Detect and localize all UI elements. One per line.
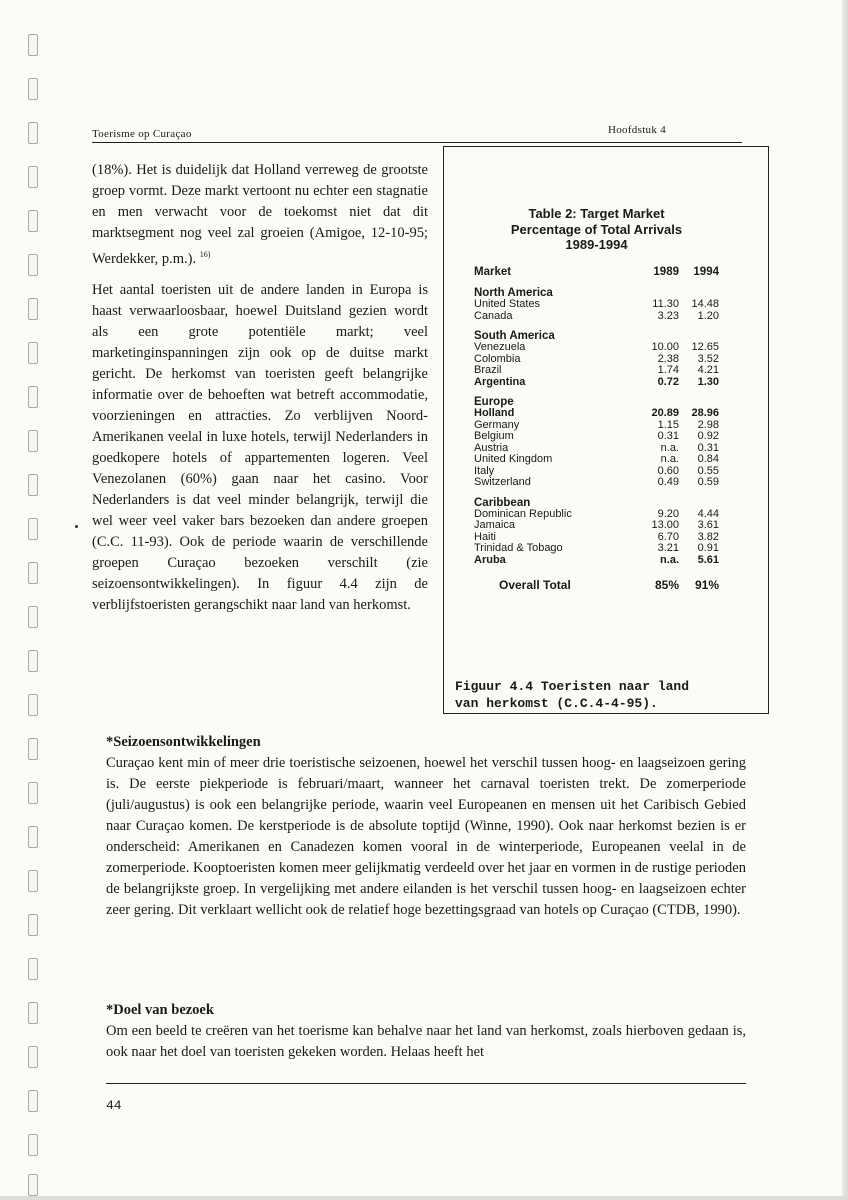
value-1989-cell: 20.89: [651, 407, 679, 419]
value-1989-cell: 0.31: [657, 430, 679, 442]
value-1994-cell: 5.61: [697, 553, 719, 566]
page-number: 44: [106, 1098, 122, 1113]
section-seasons: [106, 732, 746, 921]
value-1994-cell: 14.48: [691, 298, 719, 310]
value-1994-cell: 1.20: [697, 309, 719, 322]
table-title-line: Table 2: Target Market: [528, 206, 665, 221]
caption-line: van herkomst (C.C.4-4-95).: [455, 696, 658, 711]
country-cell: United States: [474, 298, 541, 310]
paragraph-text: (18%). Het is duidelijk dat Holland verreweg de grootste groep vormt. Deze markt vertoont nu echter een stagnatie en men verwacht voor de toekomst niet dat dit marktsegment nog veel zal groeien (Amigoe, 12-10-95; Werdekker, p.m.).: [92, 162, 428, 267]
value-1994-cell: 0.55: [697, 464, 719, 477]
figure-caption: [455, 678, 689, 712]
value-1994-cell: 4.44: [697, 507, 719, 520]
binder-hole: [28, 254, 38, 276]
country-cell: Argentina: [474, 375, 526, 388]
table-body: [474, 287, 719, 566]
target-market-table: [474, 206, 719, 592]
binder-hole: [28, 210, 38, 232]
binder-hole: [28, 122, 38, 144]
region-heading: South America: [474, 330, 555, 342]
binder-hole: [28, 694, 38, 716]
binder-hole: [28, 958, 38, 980]
value-1989-cell: 9.20: [657, 507, 679, 520]
value-1989-cell: 1.15: [657, 418, 679, 431]
value-1994-cell: 3.82: [697, 530, 719, 543]
binder-hole: [28, 870, 38, 892]
binder-hole: [28, 1174, 38, 1196]
table-row: [474, 555, 719, 567]
value-1989-cell: 3.21: [657, 542, 679, 554]
table-row: [474, 543, 719, 555]
paragraph: [92, 160, 428, 270]
margin-mark: [75, 525, 78, 528]
binder-hole: [28, 1090, 38, 1112]
country-cell: Holland: [474, 407, 515, 419]
value-1989-cell: 0.72: [657, 375, 679, 388]
binder-hole: [28, 298, 38, 320]
running-header-left: Toerisme op Curaçao: [92, 128, 192, 140]
table-header-row: [474, 267, 719, 279]
col-header-market: Market: [474, 265, 512, 278]
total-label: Overall Total: [499, 578, 571, 592]
section-text: Curaçao kent min of meer drie toeristische seizoenen, hoewel het verschil tussen hoog- en laagseizoen gering is. De eerste piekperiode is februari/maart, wanneer het carnaval toeristen trekt. De zomerperiode (juli/augustus) is ook een belangrijke periode, waarin veel Europeanen en mensen uit het Caribisch Gebied naar Curaçao komen. De kerstperiode is de absolute toptijd (Winne, 1990). Ook naar herkomst bezien is er onderscheid: Amerikanen en Canadezen komen vooral in de winterperiode, Europeanen veelal in de zomerperiode. Kooptoeristen komen meer gelijkmatig verdeeld over het jaar en vormen in de rustige perioden de belangrijkste groep. In vergelijking met andere eilanden is het verschil tussen hoog- en laagseizoen echter zeer gering. Dit verklaart wellicht ook de relatief hoge bezettingsgraad van hotels op Curaçao (CTDB, 1990).: [106, 755, 746, 918]
value-1989-cell: 6.70: [657, 530, 679, 543]
binder-hole: [28, 474, 38, 496]
paragraph: Het aantal toeristen uit de andere landen in Europa is haast verwaarloosbaar, hoewel Duitsland gezien wordt als een grote potentiële markt; veel marketinginspanningen zijn ook op de duitse markt gericht. De herkomst van toeristen geeft belangrijke informatie over de behoeften wat betreft accommodatie, voorzieningen en attracties. Zo verblijven Noord-Amerikanen veelal in luxe hotels, terwijl Nederlanders in goedkopere hotels of appartementen logeren. Veel Venezolanen (60%) gaan naar het casino. Voor Nederlanders is dat veel minder belangrijk, terwijl die wel weer veel vaker bars bezoeken dan andere groepen (C.C. 11-93). Ook de periode waarin de verschillende groepen Curaçao bezoeken verschilt (zie seizoensontwikkelingen). In figuur 4.4 zijn de verblijfstoeristen gerangschikt naar land van herkomst.: [92, 281, 428, 613]
value-1994-cell: 3.61: [697, 519, 719, 531]
binder-hole: [28, 562, 38, 584]
table-row: [474, 377, 719, 389]
country-cell: Germany: [474, 418, 520, 431]
footer-rule: [106, 1083, 746, 1084]
value-1989-cell: n.a.: [660, 553, 679, 566]
value-1989-cell: 0.60: [657, 464, 679, 477]
value-1994-cell: 1.30: [697, 375, 719, 388]
value-1994-cell: 2.98: [697, 418, 719, 431]
binder-hole: [28, 1046, 38, 1068]
header-rule: [92, 142, 742, 143]
value-1989-cell: 3.23: [657, 309, 679, 322]
total-1994: 91%: [694, 578, 719, 592]
value-1994-cell: 3.52: [697, 352, 719, 365]
binder-hole: [28, 78, 38, 100]
country-cell: Aruba: [474, 553, 506, 566]
table-row: [474, 477, 719, 489]
binder-hole: [28, 342, 38, 364]
binder-hole: [28, 386, 38, 408]
binder-hole: [28, 782, 38, 804]
binder-hole: [28, 1134, 38, 1156]
binder-hole: [28, 34, 38, 56]
total-1989: 85%: [654, 578, 679, 592]
table-row: [474, 342, 719, 354]
caption-line: Figuur 4.4 Toeristen naar land: [455, 679, 690, 694]
value-1989-cell: 2.38: [657, 352, 679, 365]
table-row: [474, 365, 719, 377]
value-1994-cell: 0.92: [697, 430, 719, 442]
binder-hole: [28, 826, 38, 848]
country-cell: Jamaica: [474, 519, 515, 531]
value-1994-cell: 4.21: [697, 364, 719, 376]
country-cell: Switzerland: [474, 476, 531, 488]
section-text: Om een beeld te creëren van het toerisme kan behalve naar het land van herkomst, zoals hierboven gedaan is, ook naar het doel van toeristen gekeken worden. Helaas heeft het: [106, 1023, 746, 1060]
country-cell: Italy: [474, 464, 495, 477]
value-1994-cell: 0.31: [697, 441, 719, 454]
region-heading: Europe: [474, 396, 514, 408]
value-1989-cell: 13.00: [651, 519, 679, 531]
value-1994-cell: 12.65: [691, 341, 719, 353]
table-row: [474, 454, 719, 466]
country-cell: Venezuela: [474, 341, 526, 353]
country-cell: Haiti: [474, 530, 497, 543]
region-heading: Caribbean: [474, 496, 531, 509]
value-1994-cell: 0.59: [697, 476, 719, 488]
binder-hole: [28, 166, 38, 188]
col-header-1989: 1989: [653, 265, 679, 278]
table-row: [474, 311, 719, 323]
country-cell: Dominican Republic: [474, 507, 572, 520]
binder-hole: [28, 606, 38, 628]
country-cell: Austria: [474, 441, 509, 454]
country-cell: Brazil: [474, 364, 502, 376]
left-column: [92, 160, 428, 626]
value-1989-cell: n.a.: [660, 453, 679, 465]
value-1989-cell: 10.00: [651, 341, 679, 353]
table-row: [474, 408, 719, 420]
binder-hole: [28, 430, 38, 452]
table-total-row: [474, 580, 719, 592]
value-1994-cell: 28.96: [691, 407, 719, 419]
country-cell: Belgium: [474, 430, 514, 442]
country-cell: Colombia: [474, 352, 521, 365]
value-1994-cell: 0.84: [697, 453, 719, 465]
binder-hole: [28, 914, 38, 936]
binder-hole: [28, 738, 38, 760]
section-heading: *Seizoensontwikkelingen: [106, 734, 261, 750]
value-1994-cell: 0.91: [697, 542, 719, 554]
value-1989-cell: n.a.: [660, 441, 679, 454]
binder-hole: [28, 650, 38, 672]
section-purpose: [106, 1000, 746, 1063]
running-header-right: Hoofdstuk 4: [608, 124, 666, 136]
table-row: [474, 431, 719, 443]
binder-hole: [28, 1002, 38, 1024]
table-row: [474, 520, 719, 532]
country-cell: Canada: [474, 309, 513, 322]
col-header-1994: 1994: [693, 265, 719, 278]
table-row: [474, 299, 719, 311]
table-title-line: Percentage of Total Arrivals: [510, 221, 683, 237]
value-1989-cell: 11.30: [652, 298, 679, 310]
table-title: [474, 206, 719, 253]
value-1989-cell: 1.74: [657, 364, 679, 376]
value-1989-cell: 0.49: [657, 476, 679, 488]
table-row: [474, 354, 719, 366]
footnote-ref: 16): [199, 250, 211, 259]
section-heading: *Doel van bezoek: [106, 1002, 214, 1018]
binder-hole: [28, 518, 38, 540]
country-cell: Trinidad & Tobago: [474, 542, 563, 554]
region-heading: North America: [474, 287, 553, 299]
table-title-line: 1989-1994: [565, 237, 628, 252]
country-cell: United Kingdom: [474, 453, 553, 465]
